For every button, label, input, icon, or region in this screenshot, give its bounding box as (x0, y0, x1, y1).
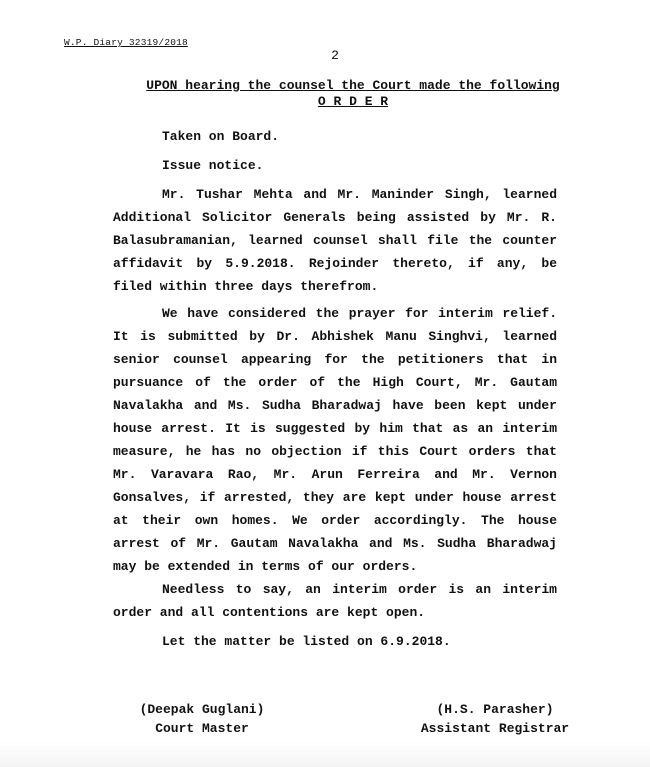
signatory-title: Assistant Registrar (420, 721, 570, 736)
signatory-name: (Deepak Guglani) (139, 702, 265, 717)
heading-line: UPON hearing the counsel the Court made the following (146, 78, 560, 93)
paragraph-listing-date: Let the matter be listed on 6.9.2018. (162, 634, 451, 649)
signatory-title: Court Master (155, 721, 249, 736)
order-heading (113, 78, 593, 110)
diary-reference: W.P. Diary 32319/2018 (64, 37, 188, 48)
paragraph-taken-on-board: Taken on Board. (162, 129, 280, 144)
signature-court-master (122, 700, 282, 738)
order-title: O R D E R (317, 94, 389, 109)
paragraph-issue-notice: Issue notice. (162, 158, 264, 173)
page-number: 2 (331, 48, 339, 63)
signature-assistant-registrar (410, 700, 580, 738)
page-bottom-shadow (0, 741, 650, 767)
paragraph-contentions-open: Needless to say, an interim order is an interim order and all contentions are kept open. (113, 582, 557, 620)
paragraph-counter-affidavit: Mr. Tushar Mehta and Mr. Maninder Singh, learned Additional Solicitor Generals being assisted by Mr. R. Balasubramanian, learned counsel shall file the counter affidavit by 5.9.2018. Rejoinder thereto, if any, be filed within three days therefrom. (113, 187, 557, 294)
paragraph-interim-relief: We have considered the prayer for interim relief. It is submitted by Dr. Abhishek Manu Singhvi, learned senior counsel appearing for the petitioners that in pursuance of the order of the High Court, Mr. Gautam Navalakha and Ms. Sudha Bharadwaj have been kept under house arrest. It is suggested by him that as an interim measure, he has no objection if this Court orders that Mr. Varavara Rao, Mr. Arun Ferreira and Mr. Vernon Gonsalves, if arrested, they are kept under house arrest at their own homes. We order accordingly. The house arrest of Mr. Gautam Navalakha and Ms. Sudha Bharadwaj may be extended in terms of our orders. (113, 306, 557, 574)
signatory-name: (H.S. Parasher) (436, 702, 554, 717)
